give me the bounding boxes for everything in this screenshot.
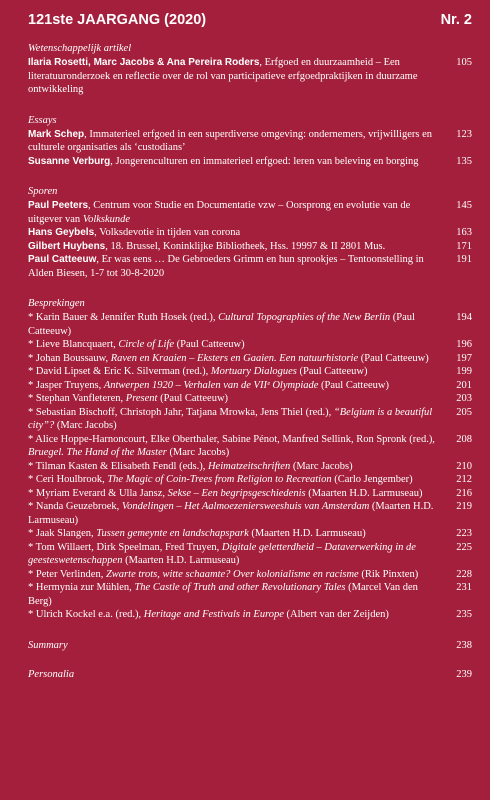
review-author: * Johan Boussauw, bbox=[28, 352, 111, 364]
review-reviewer: (Marcel Van den Berg) bbox=[28, 582, 418, 607]
review-entry bbox=[28, 568, 472, 582]
summary-entry bbox=[28, 639, 472, 653]
summary-title: Summary bbox=[28, 639, 68, 651]
entry-page: 145 bbox=[456, 200, 472, 211]
entry-page: 208 bbox=[456, 433, 472, 445]
entry-authors: Paul Peeters bbox=[28, 200, 89, 211]
entry-page: 194 bbox=[456, 312, 472, 323]
review-author: * Jaak Slangen, bbox=[28, 528, 97, 539]
review-entry bbox=[28, 581, 472, 608]
entry-page: 223 bbox=[456, 528, 472, 539]
toc-entry bbox=[28, 240, 472, 254]
section-sporen bbox=[28, 185, 472, 280]
review-entry bbox=[28, 352, 472, 366]
review-reviewer: (Marc Jacobs) bbox=[54, 420, 117, 431]
entry-authors: Hans Geybels bbox=[28, 227, 95, 238]
entry-page: 171 bbox=[456, 240, 472, 252]
review-entry bbox=[28, 460, 472, 474]
review-reviewer: (Carlo Jengember) bbox=[331, 474, 413, 485]
review-author: * Sebastian Bischoff, Christoph Jahr, Tatjana Mrowka, Jens Thiel (red.), bbox=[28, 406, 334, 418]
review-title: Cultural Topographies of the New Berlin bbox=[218, 312, 391, 323]
entry-title: , Centrum voor Studie en Documentatie vzw – Oorsprong en evolutie van de uitgever van bbox=[28, 200, 411, 225]
toc-entry bbox=[28, 128, 472, 155]
entry-page: 205 bbox=[456, 406, 472, 418]
review-entry bbox=[28, 379, 472, 393]
entry-page: 105 bbox=[456, 57, 472, 68]
review-author: * Nanda Geuzebroek, bbox=[28, 501, 122, 512]
entry-page: 196 bbox=[456, 339, 472, 350]
review-entry bbox=[28, 487, 472, 501]
review-author: * Myriam Everard & Ulla Jansz, bbox=[28, 487, 168, 499]
review-reviewer: (Marc Jacobs) bbox=[290, 460, 353, 472]
volume-title: 121ste JAARGANG (2020) bbox=[28, 12, 207, 28]
section-essays bbox=[28, 114, 472, 169]
entry-page: 231 bbox=[456, 582, 472, 593]
review-reviewer: (Rik Pinxten) bbox=[358, 568, 419, 580]
entry-title: , Immaterieel erfgoed in een superdiverse omgeving: ondernemers, vrijwilligers en culturele organisaties als ‘custodians’ bbox=[28, 128, 432, 153]
review-entry bbox=[28, 365, 472, 379]
review-author: * Jasper Truyens, bbox=[28, 379, 104, 391]
entry-title: , Volksdevotie in tijden van corona bbox=[94, 227, 241, 238]
review-title: Sekse – Een begripsgeschiedenis bbox=[167, 487, 306, 499]
review-entry bbox=[28, 406, 472, 433]
personalia-entry bbox=[28, 668, 472, 682]
review-author: * Ceri Houlbrook, bbox=[28, 474, 108, 485]
entry-title: , Jongerenculturen en immaterieel erfgoed: leren van beleving en borging bbox=[110, 155, 419, 167]
review-entry bbox=[28, 541, 472, 568]
review-entry bbox=[28, 433, 472, 460]
entry-page: 225 bbox=[456, 541, 472, 553]
review-author: * Alice Hoppe-Harnoncourt, Elke Oberthaler, Sabine Pénot, Manfred Sellink, Ron Spronk (red.), bbox=[28, 433, 435, 445]
entry-page: 163 bbox=[456, 227, 472, 238]
review-author: * Tom Willaert, Dirk Speelman, Fred Truyen, bbox=[28, 541, 222, 553]
issue-number: Nr. 2 bbox=[440, 12, 472, 28]
entry-page: 210 bbox=[456, 460, 472, 472]
review-title: Raven en Kraaien – Eksters en Gaaien. Een natuurhistorie bbox=[110, 352, 359, 364]
review-reviewer: (Paul Catteeuw) bbox=[174, 339, 245, 350]
review-author: * Lieve Blancquaert, bbox=[28, 339, 119, 350]
review-reviewer: (Maarten H.D. Larmuseau) bbox=[248, 528, 366, 539]
review-author: * Stephan Vanfleteren, bbox=[28, 393, 126, 404]
entry-authors: Ilaria Rosetti, Marc Jacobs & Ana Pereira Roders bbox=[28, 57, 260, 68]
entry-authors: Susanne Verburg bbox=[28, 155, 111, 167]
entry-page: 216 bbox=[456, 487, 472, 499]
issue-header bbox=[28, 12, 472, 28]
toc-entry bbox=[28, 226, 472, 240]
entry-page: 203 bbox=[456, 393, 472, 404]
entry-authors: Mark Schep bbox=[28, 128, 85, 140]
section-title: Besprekingen bbox=[28, 298, 85, 309]
entry-page: 191 bbox=[456, 254, 472, 265]
section-article bbox=[28, 42, 472, 97]
section-title: Essays bbox=[28, 114, 57, 126]
review-author: * David Lipset & Eric K. Silverman (red.), bbox=[28, 366, 211, 377]
entry-page: 238 bbox=[456, 639, 472, 651]
entry-authors: Gilbert Huybens bbox=[28, 240, 106, 252]
section-reviews bbox=[28, 297, 472, 622]
review-reviewer: (Paul Catteeuw) bbox=[28, 312, 415, 337]
entry-page: 201 bbox=[456, 379, 472, 391]
review-title: Tussen gemeynte en landschapspark bbox=[96, 528, 249, 539]
personalia-title: Personalia bbox=[28, 669, 75, 680]
review-reviewer: (Albert van der Zeijden) bbox=[283, 609, 389, 620]
review-title: The Magic of Coin-Trees from Religion to Recreation bbox=[107, 474, 332, 485]
review-reviewer: (Maarten H.D. Larmuseau) bbox=[305, 487, 423, 499]
review-entry bbox=[28, 527, 472, 541]
review-reviewer: (Paul Catteeuw) bbox=[358, 352, 429, 364]
review-title: Vondelingen – Het Aalmoezeniersweeshuis van Amsterdam bbox=[121, 501, 370, 512]
review-author: * Karin Bauer & Jennifer Ruth Hosek (red.), bbox=[28, 312, 219, 323]
entry-page: 228 bbox=[456, 568, 472, 580]
entry-authors: Paul Catteeuw bbox=[28, 254, 97, 265]
review-author: * Peter Verlinden, bbox=[28, 568, 106, 580]
toc-entry bbox=[28, 199, 472, 226]
review-entry bbox=[28, 338, 472, 352]
entry-page: 199 bbox=[456, 366, 472, 377]
review-reviewer: (Paul Catteeuw) bbox=[318, 379, 389, 391]
review-title: Zwarte trots, witte schaamte? Over kolonialisme en racisme bbox=[105, 568, 359, 580]
toc-entry bbox=[28, 155, 472, 169]
entry-page: 212 bbox=[456, 474, 472, 485]
toc-entry bbox=[28, 56, 472, 97]
review-title: Circle of Life bbox=[118, 339, 174, 350]
review-title: The Castle of Truth and other Revolutionary Tales bbox=[134, 582, 346, 593]
entry-page: 219 bbox=[456, 501, 472, 512]
entry-page: 239 bbox=[456, 669, 472, 680]
review-title: Heimatzeitschriften bbox=[207, 460, 291, 472]
entry-page: 123 bbox=[456, 128, 472, 140]
review-title: “Belgium is a beautiful city”? bbox=[28, 406, 433, 431]
review-reviewer: (Maarten H.D. Larmuseau) bbox=[28, 501, 434, 526]
entry-page: 235 bbox=[456, 609, 472, 620]
review-title: Heritage and Festivals in Europe bbox=[143, 609, 284, 620]
review-entry bbox=[28, 311, 472, 338]
review-author: * Tilman Kasten & Elisabeth Fendl (eds.), bbox=[28, 460, 208, 472]
review-reviewer: (Paul Catteeuw) bbox=[296, 366, 368, 377]
review-author: * Hermynia zur Mühlen, bbox=[28, 582, 135, 593]
review-title: Mortuary Dialogues bbox=[210, 366, 297, 377]
entry-title-italic: Volkskunde bbox=[82, 213, 131, 225]
review-entry bbox=[28, 473, 472, 487]
section-title: Wetenschappelijk artikel bbox=[28, 43, 132, 54]
entry-page: 135 bbox=[456, 155, 472, 167]
entry-page: 197 bbox=[456, 352, 472, 364]
review-entry bbox=[28, 500, 472, 527]
entry-title: , Erfgoed en duurzaamheid – Een literatuuronderzoek en reflectie over de rol van participatieve erfgoedpraktijken in duurzame ontwikkeling bbox=[28, 57, 418, 95]
review-title: Bruegel. The Hand of the Master bbox=[28, 447, 167, 458]
section-title: Sporen bbox=[28, 186, 58, 197]
review-reviewer: (Maarten H.D. Larmuseau) bbox=[122, 555, 240, 566]
review-entry bbox=[28, 608, 472, 622]
entry-title: , Er was eens … De Gebroeders Grimm en hun sprookjes – Tentoonstelling in Alden Biesen, 1-7 tot 30-8-2020 bbox=[28, 254, 424, 279]
review-title: Present bbox=[125, 393, 158, 404]
table-of-contents bbox=[28, 42, 472, 682]
review-entry bbox=[28, 392, 472, 406]
toc-entry bbox=[28, 253, 472, 280]
review-author: * Ulrich Kockel e.a. (red.), bbox=[28, 609, 144, 620]
review-title: Digitale geletterdheid – Dataverwerking in de geesteswetenschappen bbox=[28, 541, 416, 566]
entry-title: , 18. Brussel, Koninklijke Bibliotheek, Hss. 19997 & II 2801 Mus. bbox=[105, 240, 386, 252]
review-title: Antwerpen 1920 – Verhalen van de VIIᵉ Olympiade bbox=[103, 379, 319, 391]
review-reviewer: (Marc Jacobs) bbox=[166, 447, 230, 458]
review-reviewer: (Paul Catteeuw) bbox=[157, 393, 229, 404]
